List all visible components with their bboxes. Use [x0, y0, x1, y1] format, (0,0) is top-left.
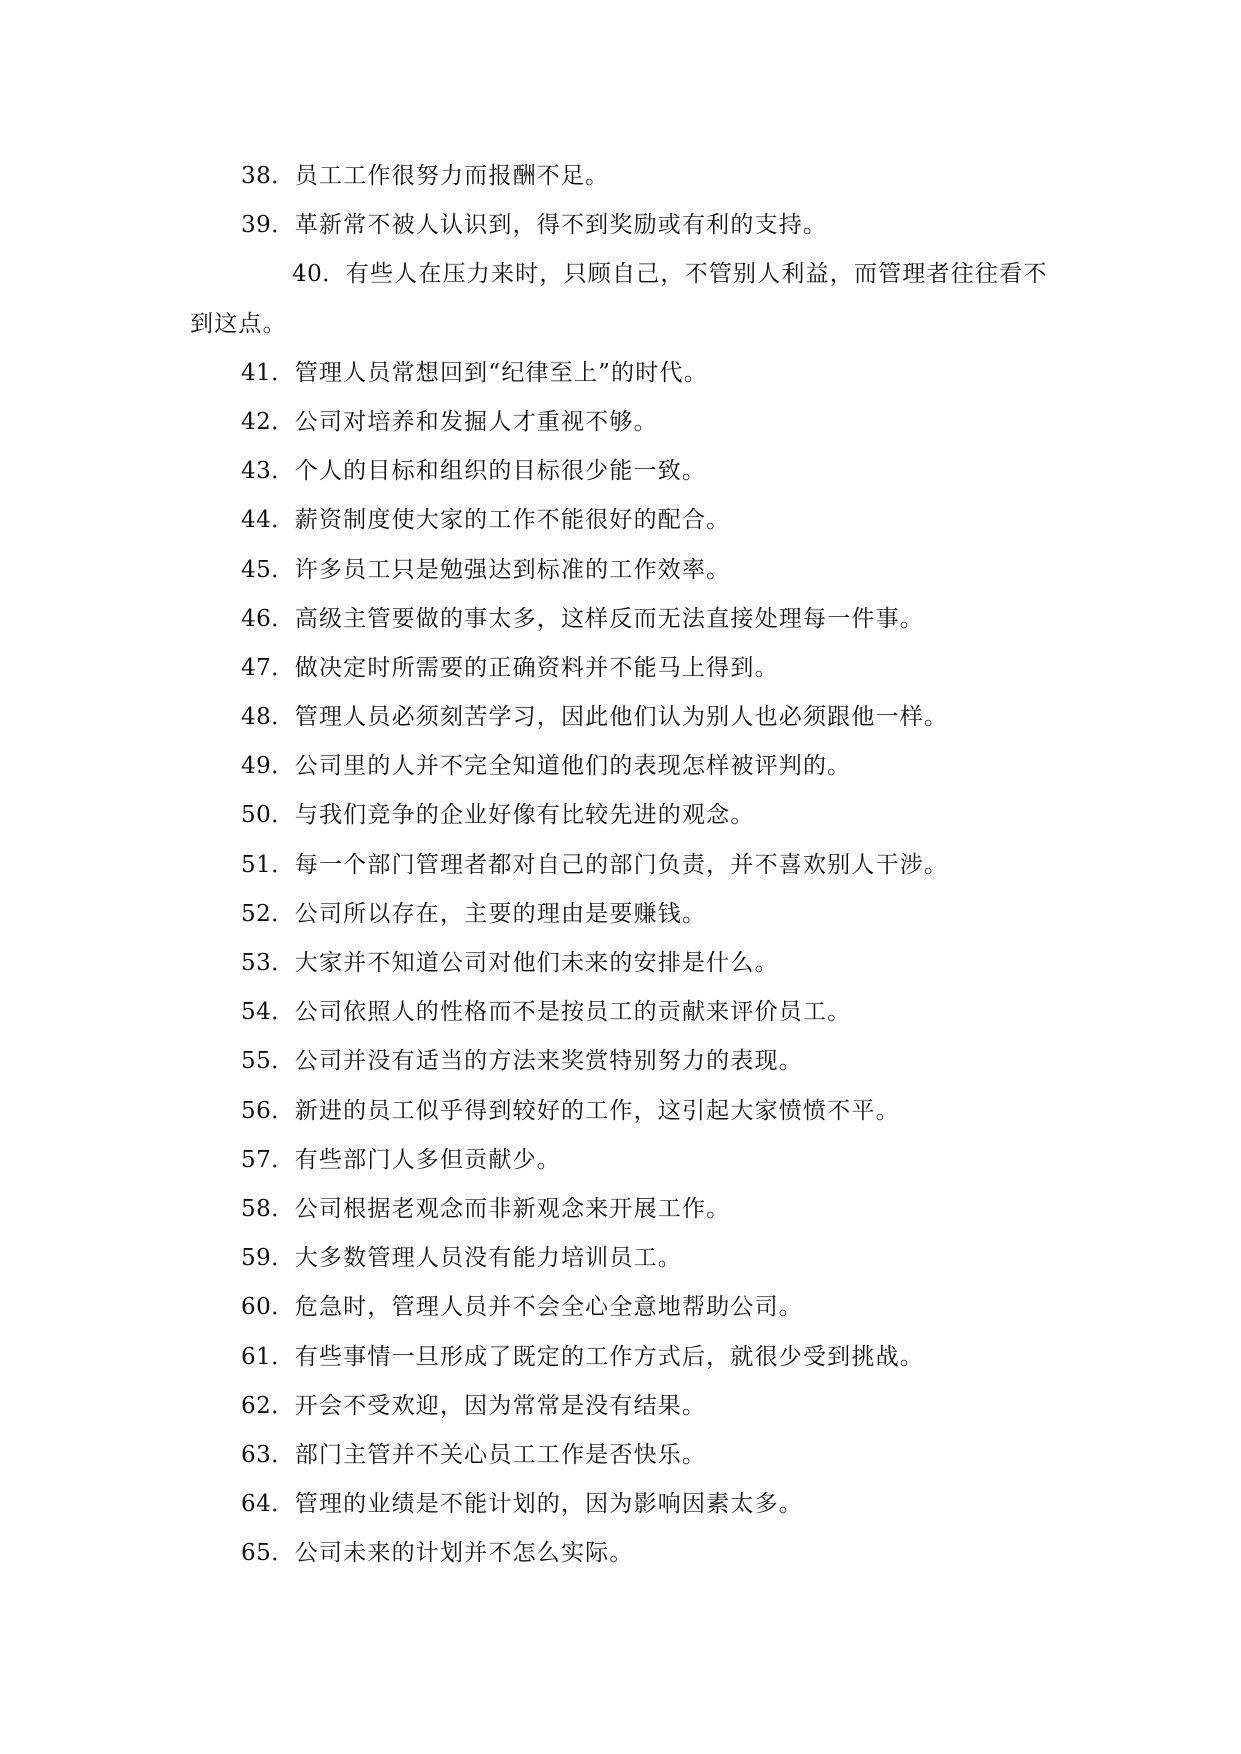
list-item: [0, 791, 1241, 840]
list-item: [0, 1234, 1241, 1283]
list-item: [0, 841, 1241, 890]
item-text: 公司并没有适当的方法来奖赏特别努力的表现。: [294, 1048, 803, 1075]
item-text: 薪资制度使大家的工作不能很好的配合。: [294, 507, 731, 534]
item-number: 39．: [241, 212, 295, 239]
item-number: 54．: [241, 999, 295, 1026]
list-item: [0, 693, 1241, 742]
list-item: [0, 1283, 1241, 1332]
item-text: 公司里的人并不完全知道他们的表现怎样被评判的。: [294, 753, 852, 780]
item-number: 42．: [241, 408, 295, 435]
item-text: 有些人在压力来时，只顾自己，不管别人利益，而管理者往往看不到这点。: [190, 261, 1048, 337]
list-item: [0, 1431, 1241, 1480]
item-text: 开会不受欢迎，因为常常是没有结果。: [294, 1392, 707, 1419]
item-number: 59．: [241, 1245, 295, 1272]
item-number: 60．: [241, 1294, 295, 1321]
list-item: [0, 349, 1241, 398]
list-item: [0, 152, 1241, 201]
item-number: 57．: [241, 1146, 295, 1173]
item-number: 52．: [241, 900, 295, 927]
item-text: 有些事情一旦形成了既定的工作方式后，就很少受到挑战。: [294, 1343, 924, 1370]
list-item: [0, 1185, 1241, 1234]
item-number: 41．: [241, 359, 295, 386]
list-item: [0, 1087, 1241, 1136]
list-item: [0, 496, 1241, 545]
list-item: [0, 546, 1241, 595]
list-item: [0, 250, 1241, 348]
item-number: 50．: [241, 802, 295, 829]
item-number: 43．: [241, 458, 295, 485]
item-number: 56．: [241, 1097, 295, 1124]
item-number: 58．: [241, 1195, 295, 1222]
item-number: 53．: [241, 950, 295, 977]
list-item: [0, 595, 1241, 644]
list-item: [0, 1529, 1241, 1578]
list-item: [0, 988, 1241, 1037]
item-text: 公司依照人的性格而不是按员工的贡献来评价员工。: [294, 999, 852, 1026]
item-text: 员工工作很努力而报酬不足。: [294, 163, 610, 189]
item-number: 40．: [292, 261, 346, 288]
item-number: 64．: [241, 1491, 295, 1518]
item-number: 45．: [241, 556, 295, 583]
item-number: 63．: [241, 1441, 295, 1468]
item-text: 管理人员必须刻苦学习，因此他们认为别人也必须跟他一样。: [294, 704, 949, 731]
list-item: [0, 644, 1241, 693]
item-number: 49．: [241, 753, 295, 780]
item-text: 个人的目标和组织的目标很少能一致。: [294, 458, 707, 485]
item-text: 革新常不被人认识到，得不到奖励或有利的支持。: [294, 212, 828, 239]
item-text: 大家并不知道公司对他们未来的安排是什么。: [294, 950, 779, 977]
item-text: 公司根据老观念而非新观念来开展工作。: [294, 1195, 731, 1222]
item-number: 48．: [241, 704, 295, 731]
item-number: 62．: [241, 1392, 295, 1419]
item-text: 公司未来的计划并不怎么实际。: [294, 1540, 634, 1567]
item-text: 管理人员常想回到“纪律至上”的时代。: [294, 359, 708, 386]
item-number: 65．: [241, 1540, 295, 1567]
item-text: 许多员工只是勉强达到标准的工作效率。: [294, 556, 731, 583]
item-text: 有些部门人多但贡献少。: [294, 1146, 561, 1173]
item-number: 47．: [241, 654, 295, 681]
list-item: [0, 1136, 1241, 1185]
item-text: 与我们竞争的企业好像有比较先进的观念。: [294, 802, 755, 829]
item-text: 部门主管并不关心员工工作是否快乐。: [294, 1441, 707, 1468]
item-text: 危急时，管理人员并不会全心全意地帮助公司。: [294, 1294, 803, 1321]
list-item: [0, 398, 1241, 447]
list-item: [0, 1037, 1241, 1086]
item-text: 公司所以存在，主要的理由是要赚钱。: [294, 900, 707, 927]
item-text: 新进的员工似乎得到较好的工作，这引起大家愤愤不平。: [294, 1097, 900, 1124]
list-item: [0, 890, 1241, 939]
list-item: [0, 1382, 1241, 1431]
list-item: [0, 939, 1241, 988]
item-number: 51．: [241, 851, 295, 878]
item-text: 做决定时所需要的正确资料并不能马上得到。: [294, 654, 779, 681]
item-text: 高级主管要做的事太多，这样反而无法直接处理每一件事。: [294, 605, 924, 632]
list-item: [0, 1333, 1241, 1382]
item-number: 61．: [241, 1343, 295, 1370]
item-text: 管理的业绩是不能计划的，因为影响因素太多。: [294, 1491, 803, 1518]
list-item: [0, 742, 1241, 791]
item-number: 46．: [241, 605, 295, 632]
item-number: 44．: [241, 507, 295, 534]
item-number: 38．: [241, 163, 295, 189]
item-text: 每一个部门管理者都对自己的部门负责，并不喜欢别人干涉。: [294, 851, 949, 878]
list-item: [0, 1480, 1241, 1529]
list-item: [0, 447, 1241, 496]
survey-statement-list: [0, 152, 1241, 1578]
item-number: 55．: [241, 1048, 295, 1075]
item-text: 公司对培养和发掘人才重视不够。: [294, 408, 658, 435]
item-text: 大多数管理人员没有能力培训员工。: [294, 1245, 682, 1272]
list-item: [0, 201, 1241, 250]
